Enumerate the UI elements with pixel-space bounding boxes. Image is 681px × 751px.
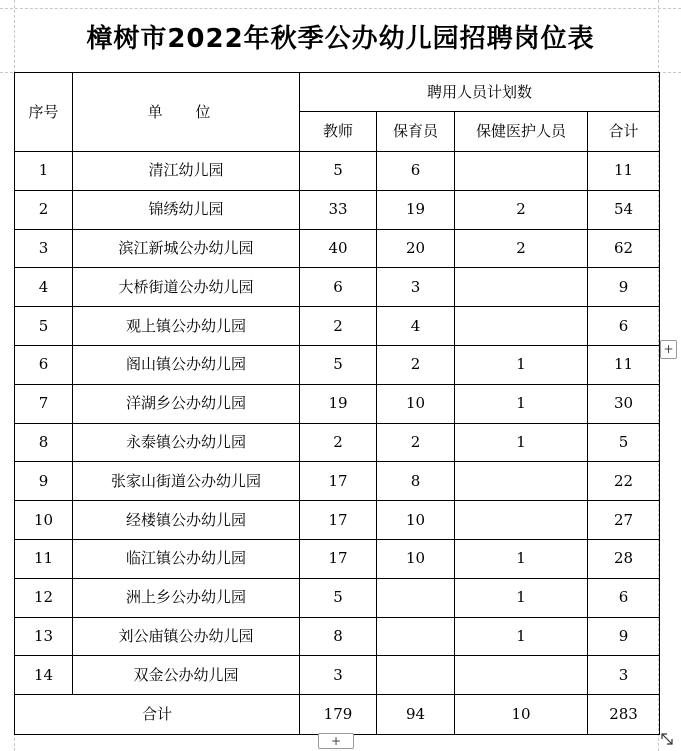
cell-index: 1 <box>15 152 73 191</box>
recruitment-table <box>14 72 660 735</box>
cell-index: 7 <box>15 384 73 423</box>
cell-unit: 洋湖乡公办幼儿园 <box>73 384 300 423</box>
table-row <box>15 617 660 656</box>
table-row <box>15 384 660 423</box>
cell-unit: 清江幼儿园 <box>73 152 300 191</box>
table-row <box>15 152 660 191</box>
cell-teacher: 3 <box>300 656 377 695</box>
cell-index: 3 <box>15 229 73 268</box>
cell-total: 6 <box>588 578 660 617</box>
cell-index: 13 <box>15 617 73 656</box>
cell-index: 10 <box>15 501 73 540</box>
cell-teacher: 2 <box>300 423 377 462</box>
cell-caregiver: 6 <box>377 152 455 191</box>
header-plan: 聘用人员计划数 <box>300 73 660 112</box>
cell-teacher: 17 <box>300 501 377 540</box>
cell-health <box>455 656 588 695</box>
table-row <box>15 539 660 578</box>
cell-teacher: 17 <box>300 462 377 501</box>
cell-health: 1 <box>455 384 588 423</box>
cell-unit: 滨江新城公办幼儿园 <box>73 229 300 268</box>
cell-health <box>455 501 588 540</box>
header-teacher: 教师 <box>300 112 377 152</box>
table-row <box>15 423 660 462</box>
cell-unit: 双金公办幼儿园 <box>73 656 300 695</box>
header-unit: 单 位 <box>73 73 300 152</box>
cell-unit: 阁山镇公办幼儿园 <box>73 345 300 384</box>
cell-total: 11 <box>588 345 660 384</box>
total-label: 合计 <box>15 695 300 735</box>
cell-health <box>455 307 588 346</box>
cell-index: 6 <box>15 345 73 384</box>
cell-health: 1 <box>455 345 588 384</box>
cell-total: 27 <box>588 501 660 540</box>
cell-health: 1 <box>455 617 588 656</box>
cell-unit: 观上镇公办幼儿园 <box>73 307 300 346</box>
header-caregiver: 保育员 <box>377 112 455 152</box>
table-total-row <box>15 695 660 735</box>
cell-index: 8 <box>15 423 73 462</box>
cell-total: 28 <box>588 539 660 578</box>
cell-health: 2 <box>455 190 588 229</box>
cell-index: 4 <box>15 268 73 307</box>
cell-teacher: 6 <box>300 268 377 307</box>
add-column-button[interactable]: + <box>660 340 677 359</box>
cell-teacher: 33 <box>300 190 377 229</box>
table-row <box>15 656 660 695</box>
header-index: 序号 <box>15 73 73 152</box>
cell-total: 9 <box>588 268 660 307</box>
cell-index: 11 <box>15 539 73 578</box>
total-caregiver: 94 <box>377 695 455 735</box>
cell-index: 14 <box>15 656 73 695</box>
cell-teacher: 17 <box>300 539 377 578</box>
cell-health: 1 <box>455 539 588 578</box>
header-total: 合计 <box>588 112 660 152</box>
cell-teacher: 5 <box>300 345 377 384</box>
cell-caregiver: 19 <box>377 190 455 229</box>
cell-teacher: 19 <box>300 384 377 423</box>
header-health: 保健医护人员 <box>455 112 588 152</box>
cell-total: 5 <box>588 423 660 462</box>
table-row <box>15 190 660 229</box>
cell-caregiver: 2 <box>377 423 455 462</box>
table-row <box>15 307 660 346</box>
cell-health: 2 <box>455 229 588 268</box>
page-title: 樟树市2022年秋季公办幼儿园招聘岗位表 <box>86 24 595 54</box>
cell-unit: 大桥街道公办幼儿园 <box>73 268 300 307</box>
cell-unit: 临江镇公办幼儿园 <box>73 539 300 578</box>
cell-health <box>455 152 588 191</box>
cell-teacher: 40 <box>300 229 377 268</box>
cell-caregiver: 3 <box>377 268 455 307</box>
cell-unit: 锦绣幼儿园 <box>73 190 300 229</box>
cell-total: 62 <box>588 229 660 268</box>
cell-total: 54 <box>588 190 660 229</box>
table-row <box>15 268 660 307</box>
cell-total: 9 <box>588 617 660 656</box>
cell-unit: 经楼镇公办幼儿园 <box>73 501 300 540</box>
cell-total: 30 <box>588 384 660 423</box>
cell-index: 5 <box>15 307 73 346</box>
resize-handle-icon[interactable] <box>659 731 675 747</box>
total-health: 10 <box>455 695 588 735</box>
total-total: 283 <box>588 695 660 735</box>
table-row <box>15 578 660 617</box>
cell-total: 11 <box>588 152 660 191</box>
cell-caregiver: 10 <box>377 539 455 578</box>
table-row <box>15 229 660 268</box>
cell-caregiver: 4 <box>377 307 455 346</box>
cell-teacher: 5 <box>300 152 377 191</box>
cell-teacher: 2 <box>300 307 377 346</box>
cell-caregiver: 10 <box>377 384 455 423</box>
cell-total: 22 <box>588 462 660 501</box>
total-teacher: 179 <box>300 695 377 735</box>
cell-caregiver: 10 <box>377 501 455 540</box>
cell-caregiver <box>377 656 455 695</box>
cell-unit: 张家山街道公办幼儿园 <box>73 462 300 501</box>
table-row <box>15 462 660 501</box>
table-row <box>15 345 660 384</box>
cell-health: 1 <box>455 423 588 462</box>
gridline-guide <box>0 8 681 9</box>
cell-index: 2 <box>15 190 73 229</box>
cell-total: 6 <box>588 307 660 346</box>
cell-total: 3 <box>588 656 660 695</box>
cell-index: 12 <box>15 578 73 617</box>
cell-unit: 刘公庙镇公办幼儿园 <box>73 617 300 656</box>
cell-unit: 永泰镇公办幼儿园 <box>73 423 300 462</box>
cell-teacher: 5 <box>300 578 377 617</box>
cell-unit: 洲上乡公办幼儿园 <box>73 578 300 617</box>
cell-caregiver: 2 <box>377 345 455 384</box>
table-row <box>15 501 660 540</box>
cell-caregiver <box>377 578 455 617</box>
cell-caregiver <box>377 617 455 656</box>
cell-health <box>455 462 588 501</box>
cell-health: 1 <box>455 578 588 617</box>
cell-caregiver: 20 <box>377 229 455 268</box>
add-row-button[interactable]: + <box>318 733 354 749</box>
cell-teacher: 8 <box>300 617 377 656</box>
cell-health <box>455 268 588 307</box>
cell-caregiver: 8 <box>377 462 455 501</box>
cell-index: 9 <box>15 462 73 501</box>
